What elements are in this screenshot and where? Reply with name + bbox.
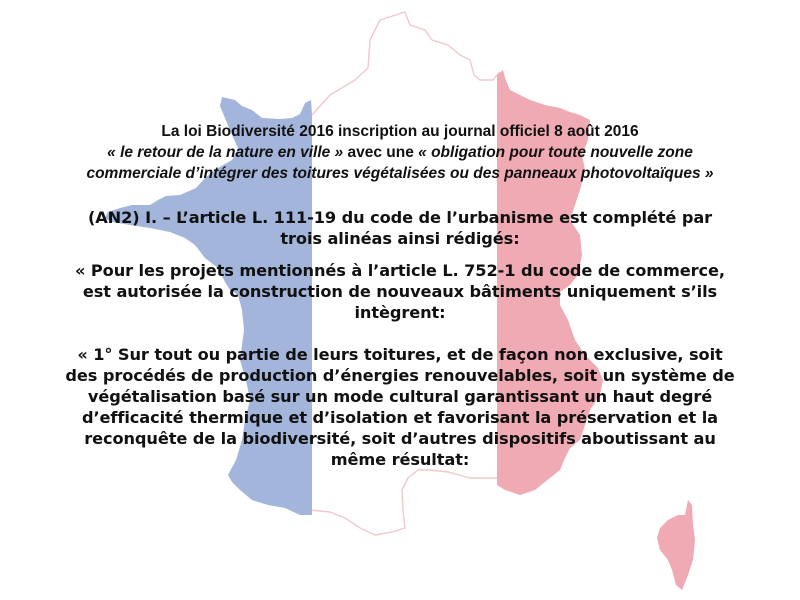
paragraph-line: (AN2) I. – L’article L. 111-19 du code de l’urbanisme est complété par xyxy=(87,208,713,227)
paragraph-point-1 xyxy=(10,344,790,470)
paragraph-line: est autorisée la construction de nouveaux bâtiments uniquement s’ils xyxy=(82,282,718,301)
paragraph-article-l752-1 xyxy=(10,260,790,323)
header-subtitle-line xyxy=(0,142,800,163)
header-connector: avec une xyxy=(343,144,419,161)
paragraph-line: d’efficacité thermique et d’isolation et favorisant la préservation et la xyxy=(82,408,718,427)
paragraph-line: végétalisation basé sur un mode cultural garantissant un haut degré xyxy=(87,387,713,406)
paragraph-line: des procédés de production d’énergies renouvelables, soit un système de xyxy=(65,366,735,385)
paragraph-line: trois alinéas ainsi rédigés: xyxy=(280,229,520,248)
paragraph-article-l111-19 xyxy=(10,207,790,249)
paragraph-line: même résultat: xyxy=(330,450,470,469)
header-title: La loi Biodiversité 2016 inscription au journal officiel 8 août 2016 xyxy=(161,123,639,140)
header-subtitle-line-2 xyxy=(0,163,800,184)
paragraph-line: reconquête de la biodiversité, soit d’autres dispositifs aboutissant au xyxy=(84,429,716,448)
paragraph-line: « 1° Sur tout ou partie de leurs toitures, et de façon non exclusive, soit xyxy=(77,345,723,364)
quote-obligation-continued: commerciale d’intégrer des toitures végétalisées ou des panneaux photovoltaïques » xyxy=(86,165,714,182)
quote-obligation: « obligation pour toute nouvelle zone xyxy=(418,144,693,161)
paragraph-line: « Pour les projets mentionnés à l’article L. 752-1 du code de commerce, xyxy=(75,261,725,280)
quote-nature-en-ville: « le retour de la nature en ville » xyxy=(107,144,344,161)
paragraph-line: intègrent: xyxy=(354,303,446,322)
